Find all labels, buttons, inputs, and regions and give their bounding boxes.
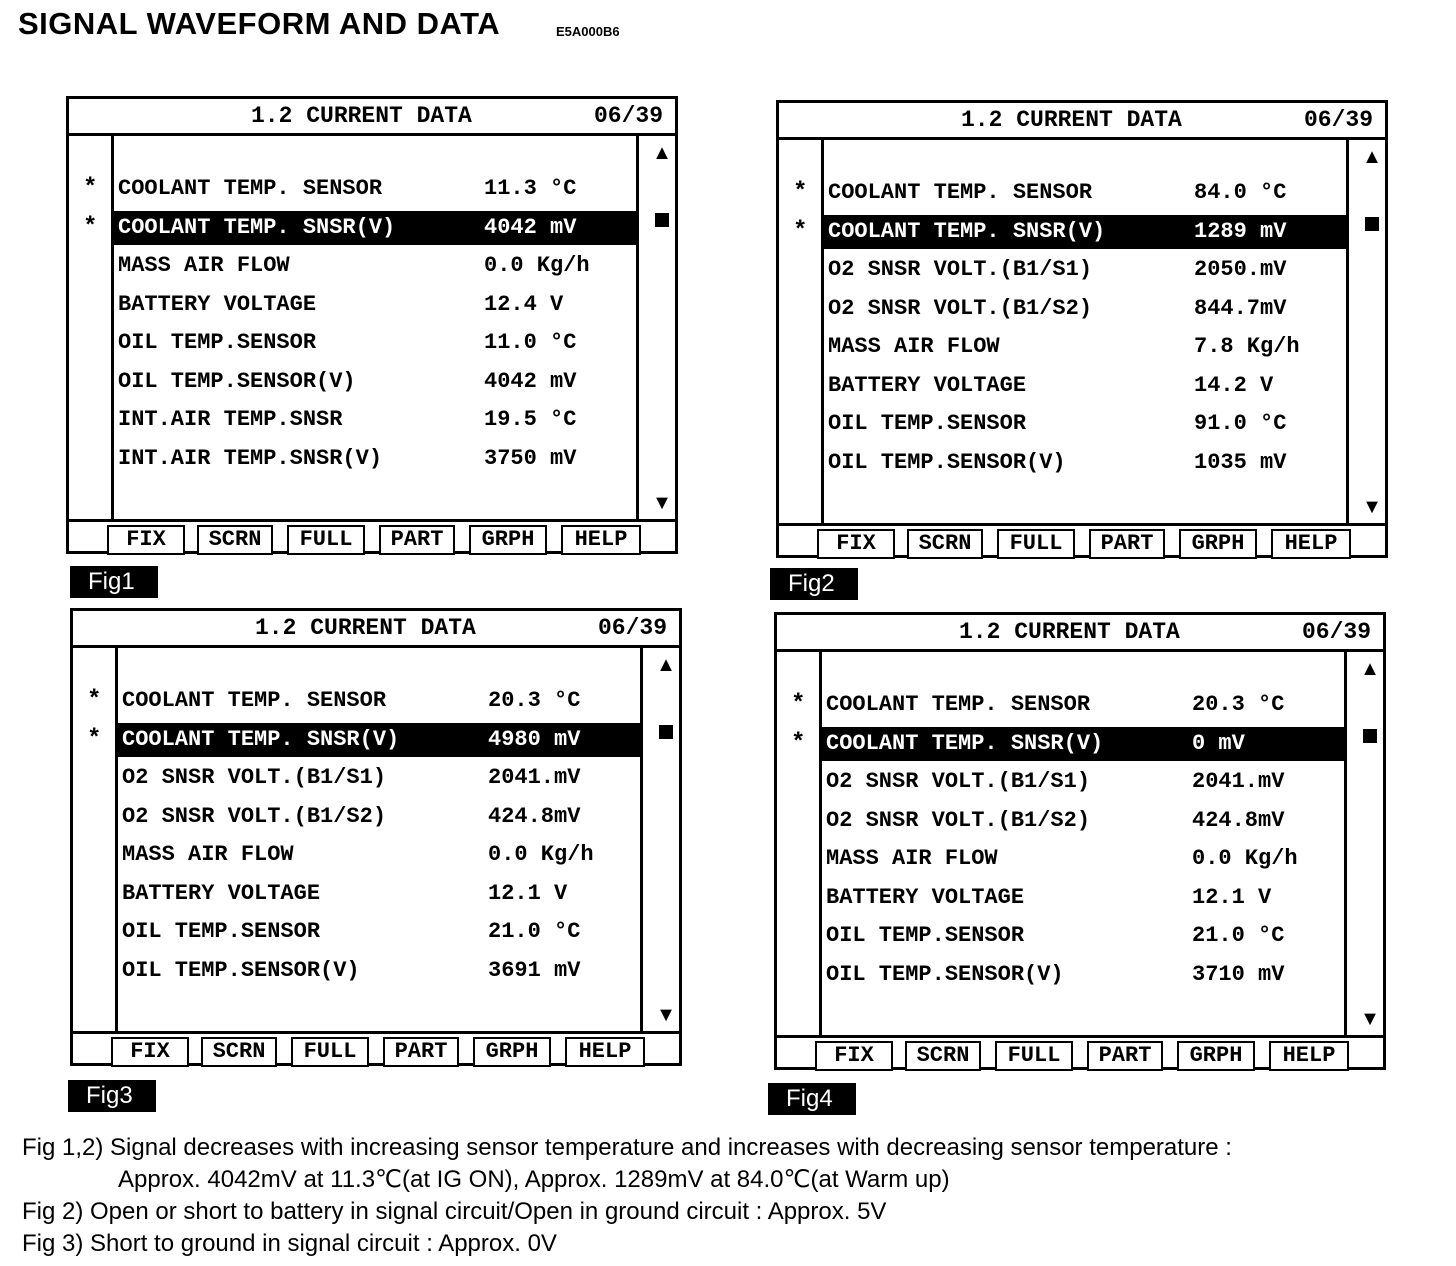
data-row[interactable] — [114, 249, 636, 283]
data-row[interactable] — [824, 176, 1346, 210]
softkey-fix-button[interactable]: FIX — [815, 1041, 893, 1071]
scroll-up-icon[interactable]: ▲ — [1362, 146, 1382, 168]
softkey-scrn-button[interactable]: SCRN — [197, 525, 273, 555]
parameter-name: INT.AIR TEMP.SNSR — [118, 407, 343, 432]
parameter-name: COOLANT TEMP. SNSR(V) — [828, 218, 1106, 244]
fix-mark — [83, 365, 103, 399]
data-list — [821, 140, 1349, 523]
data-row[interactable] — [118, 684, 640, 718]
parameter-name: O2 SNSR VOLT.(B1/S1) — [828, 257, 1093, 282]
parameter-name: OIL TEMP.SENSOR(V) — [118, 368, 356, 394]
parameter-name: COOLANT TEMP. SNSR(V) — [122, 726, 400, 752]
parameter-name: OIL TEMP.SENSOR(V) — [828, 449, 1066, 475]
data-row[interactable] — [118, 877, 640, 911]
data-row[interactable] — [114, 211, 636, 245]
softkey-grph-button[interactable]: GRPH — [473, 1037, 551, 1067]
data-row[interactable] — [824, 407, 1346, 441]
scroll-down-icon[interactable]: ▼ — [656, 1004, 676, 1026]
scroll-thumb[interactable] — [1363, 729, 1377, 743]
document-code: E5A000B6 — [556, 24, 620, 39]
data-row[interactable] — [114, 442, 636, 476]
data-panel-fig3 — [70, 608, 682, 1066]
parameter-value: 1289 mV — [1194, 218, 1287, 244]
parameter-value: 424.8mV — [1192, 807, 1285, 833]
parameter-value: 21.0 °C — [488, 919, 581, 944]
data-row[interactable] — [822, 727, 1344, 761]
scroll-thumb[interactable] — [655, 213, 669, 227]
parameter-name: INT.AIR TEMP.SNSR(V) — [118, 445, 383, 471]
fix-mark — [87, 800, 107, 834]
fix-mark — [87, 838, 107, 872]
parameter-name: O2 SNSR VOLT.(B1/S2) — [826, 807, 1091, 833]
softkey-scrn-button[interactable]: SCRN — [907, 529, 983, 559]
data-row[interactable] — [822, 842, 1344, 876]
parameter-value: 12.4 V — [484, 291, 564, 317]
parameter-name: COOLANT TEMP. SENSOR — [828, 180, 1093, 205]
panel-title: 1.2 CURRENT DATA — [251, 103, 472, 129]
parameter-name: BATTERY VOLTAGE — [122, 880, 321, 906]
softkey-fix-button[interactable]: FIX — [107, 525, 185, 555]
panel-header — [777, 615, 1383, 652]
parameter-name: O2 SNSR VOLT.(B1/S1) — [826, 769, 1091, 794]
parameter-value: 2041.mV — [488, 765, 581, 790]
fix-mark — [791, 919, 811, 953]
fix-mark — [87, 761, 107, 795]
parameter-value: 2050.mV — [1194, 257, 1287, 282]
softkey-full-button[interactable]: FULL — [997, 529, 1075, 559]
parameter-value: 4042 mV — [484, 368, 577, 394]
softkey-part-button[interactable]: PART — [379, 525, 455, 555]
fix-mark — [793, 292, 813, 326]
parameter-value: 19.5 °C — [484, 407, 577, 432]
fix-mark — [791, 765, 811, 799]
fix-mark — [791, 804, 811, 838]
data-panel-fig1 — [66, 96, 678, 554]
data-row[interactable] — [824, 446, 1346, 480]
softkey-part-button[interactable]: PART — [1089, 529, 1165, 559]
fix-mark — [87, 877, 107, 911]
data-list — [819, 652, 1347, 1035]
parameter-value: 3710 mV — [1192, 961, 1285, 987]
parameter-value: 4980 mV — [488, 726, 581, 752]
softkey-bar — [73, 1031, 679, 1066]
data-row[interactable] — [824, 253, 1346, 287]
fix-mark — [793, 446, 813, 480]
notes — [22, 1132, 1442, 1260]
page-title: SIGNAL WAVEFORM AND DATA — [18, 6, 501, 41]
parameter-value: 1035 mV — [1194, 449, 1287, 475]
parameter-name: O2 SNSR VOLT.(B1/S2) — [122, 803, 387, 829]
softkey-help-button[interactable]: HELP — [1269, 1041, 1349, 1071]
parameter-name: O2 SNSR VOLT.(B1/S1) — [122, 765, 387, 790]
softkey-help-button[interactable]: HELP — [565, 1037, 645, 1067]
parameter-value: 84.0 °C — [1194, 180, 1287, 205]
parameter-value: 3691 mV — [488, 957, 581, 983]
data-row[interactable] — [822, 919, 1344, 953]
parameter-name: COOLANT TEMP. SENSOR — [826, 692, 1091, 717]
data-row[interactable] — [822, 804, 1344, 838]
data-row[interactable] — [824, 292, 1346, 326]
scroll-up-icon[interactable]: ▲ — [656, 654, 676, 676]
parameter-name: COOLANT TEMP. SNSR(V) — [826, 730, 1104, 756]
fix-mark — [83, 442, 103, 476]
data-row[interactable] — [118, 838, 640, 872]
softkey-grph-button[interactable]: GRPH — [1179, 529, 1257, 559]
page-indicator: 06/39 — [593, 103, 663, 129]
parameter-value: 12.1 V — [1192, 884, 1272, 910]
parameter-value: 21.0 °C — [1192, 923, 1285, 948]
softkey-scrn-button[interactable]: SCRN — [905, 1041, 981, 1071]
fix-mark: * — [87, 687, 102, 714]
fix-mark — [83, 326, 103, 360]
data-panel-fig4 — [774, 612, 1386, 1070]
softkey-help-button[interactable]: HELP — [1271, 529, 1351, 559]
softkey-help-button[interactable]: HELP — [561, 525, 641, 555]
data-row[interactable] — [824, 330, 1346, 364]
parameter-name: OIL TEMP.SENSOR(V) — [826, 961, 1064, 987]
parameter-name: COOLANT TEMP. SENSOR — [118, 176, 383, 201]
parameter-value: 14.2 V — [1194, 372, 1274, 398]
fix-mark — [793, 407, 813, 441]
fix-mark — [791, 881, 811, 915]
parameter-name: OIL TEMP.SENSOR — [118, 330, 317, 355]
softkey-bar — [69, 519, 675, 554]
page-indicator: 06/39 — [597, 615, 667, 641]
data-row[interactable] — [824, 369, 1346, 403]
parameter-name: BATTERY VOLTAGE — [826, 884, 1025, 910]
scroll-up-icon[interactable]: ▲ — [1360, 658, 1380, 680]
fix-mark — [87, 954, 107, 988]
data-row[interactable] — [824, 215, 1346, 249]
fix-mark — [83, 288, 103, 322]
data-row[interactable] — [822, 881, 1344, 915]
fix-mark — [83, 249, 103, 283]
parameter-name: OIL TEMP.SENSOR(V) — [122, 957, 360, 983]
softkey-part-button[interactable]: PART — [1087, 1041, 1163, 1071]
parameter-value: 11.3 °C — [484, 176, 577, 201]
data-row[interactable] — [118, 800, 640, 834]
note-line: Fig 1,2) Signal decreases with increasing sensor temperature and increases with decreasing sensor temperature : — [22, 1134, 1232, 1161]
softkey-grph-button[interactable]: GRPH — [469, 525, 547, 555]
panel-header — [779, 103, 1385, 140]
data-row[interactable] — [114, 288, 636, 322]
parameter-value: 12.1 V — [488, 880, 568, 906]
parameter-value: 20.3 °C — [1192, 692, 1285, 717]
parameter-value: 11.0 °C — [484, 330, 577, 355]
data-row[interactable] — [118, 723, 640, 757]
fix-mark: * — [83, 213, 98, 241]
panel-title: 1.2 CURRENT DATA — [255, 615, 476, 641]
data-row[interactable] — [114, 365, 636, 399]
data-row[interactable] — [114, 326, 636, 360]
page-indicator: 06/39 — [1303, 107, 1373, 133]
fix-mark: * — [791, 691, 806, 718]
parameter-name: BATTERY VOLTAGE — [828, 372, 1027, 398]
data-row[interactable] — [822, 765, 1344, 799]
panel-header — [73, 611, 679, 648]
softkey-part-button[interactable]: PART — [383, 1037, 459, 1067]
fix-mark — [791, 958, 811, 992]
data-list — [115, 648, 643, 1031]
parameter-name: MASS AIR FLOW — [826, 846, 998, 871]
fix-mark — [791, 842, 811, 876]
fix-mark — [793, 369, 813, 403]
parameter-name: MASS AIR FLOW — [122, 842, 294, 867]
parameter-value: 7.8 Kg/h — [1194, 334, 1300, 359]
fix-mark — [83, 403, 103, 437]
parameter-value: 424.8mV — [488, 803, 581, 829]
data-row[interactable] — [114, 403, 636, 437]
parameter-value: 0.0 Kg/h — [1192, 846, 1298, 871]
fix-mark: * — [87, 725, 102, 753]
softkey-bar — [779, 523, 1385, 558]
scroll-up-icon[interactable]: ▲ — [652, 142, 672, 164]
figure-label: Fig4 — [768, 1083, 856, 1115]
scroll-down-icon[interactable]: ▼ — [1362, 496, 1382, 518]
softkey-full-button[interactable]: FULL — [291, 1037, 369, 1067]
softkey-full-button[interactable]: FULL — [995, 1041, 1073, 1071]
softkey-grph-button[interactable]: GRPH — [1177, 1041, 1255, 1071]
parameter-value: 0 mV — [1192, 730, 1245, 756]
parameter-value: 0.0 Kg/h — [488, 842, 594, 867]
softkey-fix-button[interactable]: FIX — [111, 1037, 189, 1067]
data-panel-fig2 — [776, 100, 1388, 558]
fix-mark: * — [793, 217, 808, 245]
parameter-name: COOLANT TEMP. SNSR(V) — [118, 214, 396, 240]
parameter-value: 3750 mV — [484, 445, 577, 471]
data-list — [111, 136, 639, 519]
parameter-value: 0.0 Kg/h — [484, 253, 590, 278]
data-row[interactable] — [118, 761, 640, 795]
softkey-bar — [777, 1035, 1383, 1070]
note-line: Fig 2) Open or short to battery in signal circuit/Open in ground circuit : Approx. 5V — [22, 1198, 887, 1225]
softkey-scrn-button[interactable]: SCRN — [201, 1037, 277, 1067]
parameter-value: 20.3 °C — [488, 688, 581, 713]
fix-mark: * — [793, 179, 808, 206]
figure-label: Fig3 — [68, 1080, 156, 1112]
scroll-thumb[interactable] — [1365, 217, 1379, 231]
fix-mark: * — [83, 175, 98, 202]
panel-header — [69, 99, 675, 136]
parameter-name: OIL TEMP.SENSOR — [828, 411, 1027, 436]
data-row[interactable] — [822, 958, 1344, 992]
parameter-name: OIL TEMP.SENSOR — [122, 919, 321, 944]
parameter-name: O2 SNSR VOLT.(B1/S2) — [828, 295, 1093, 321]
panel-title: 1.2 CURRENT DATA — [961, 107, 1182, 133]
data-row[interactable] — [118, 954, 640, 988]
softkey-fix-button[interactable]: FIX — [817, 529, 895, 559]
fix-mark — [87, 915, 107, 949]
parameter-value: 844.7mV — [1194, 295, 1287, 321]
parameter-name: MASS AIR FLOW — [828, 334, 1000, 359]
scroll-down-icon[interactable]: ▼ — [652, 492, 672, 514]
note-line: Approx. 4042mV at 11.3℃(at IG ON), Approx. 1289mV at 84.0℃(at Warm up) — [118, 1166, 950, 1193]
data-row[interactable] — [114, 172, 636, 206]
parameter-value: 2041.mV — [1192, 769, 1285, 794]
parameter-name: OIL TEMP.SENSOR — [826, 923, 1025, 948]
parameter-name: COOLANT TEMP. SENSOR — [122, 688, 387, 713]
data-row[interactable] — [118, 915, 640, 949]
fix-mark — [793, 253, 813, 287]
scroll-down-icon[interactable]: ▼ — [1360, 1008, 1380, 1030]
figure-label: Fig1 — [70, 566, 158, 598]
fix-mark: * — [791, 729, 806, 757]
parameter-value: 91.0 °C — [1194, 411, 1287, 436]
data-row[interactable] — [822, 688, 1344, 722]
note-line: Fig 3) Short to ground in signal circuit : Approx. 0V — [22, 1230, 557, 1257]
scroll-thumb[interactable] — [659, 725, 673, 739]
fix-mark — [793, 330, 813, 364]
parameter-name: MASS AIR FLOW — [118, 253, 290, 278]
parameter-value: 4042 mV — [484, 214, 577, 240]
figure-label: Fig2 — [770, 568, 858, 600]
softkey-full-button[interactable]: FULL — [287, 525, 365, 555]
parameter-name: BATTERY VOLTAGE — [118, 291, 317, 317]
page-indicator: 06/39 — [1301, 619, 1371, 645]
panel-title: 1.2 CURRENT DATA — [959, 619, 1180, 645]
